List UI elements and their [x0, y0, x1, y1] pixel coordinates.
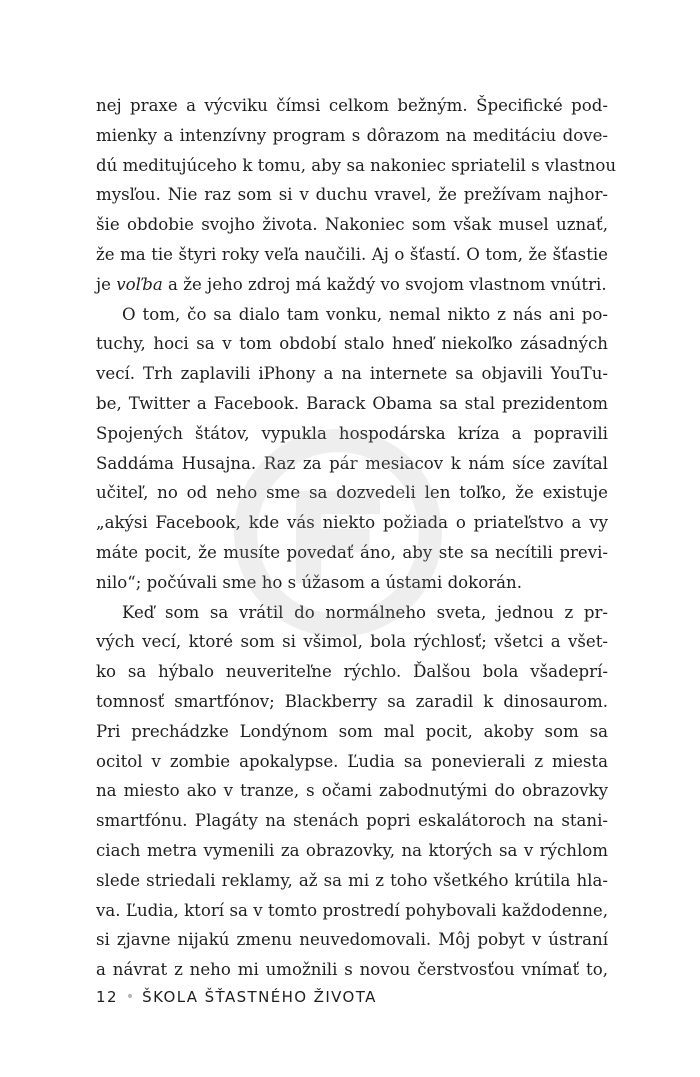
text-line: Keď som sa vrátil do normálneho sveta, jednou z pr-: [122, 602, 608, 622]
text-line: „akýsi Facebook, kde vás niekto požiada o priateľstvo a vy: [96, 513, 608, 533]
text-line: a návrat z neho mi umožnili s novou čerstvosťou vnímať to,: [96, 960, 608, 980]
text-line: že ma tie štyri roky veľa naučili. Aj o šťastí. O tom, že šťastie: [96, 244, 608, 264]
text-line: tuchy, hoci sa v tom období stalo hneď niekoľko zásadných: [96, 334, 608, 354]
text-line: mienky a intenzívny program s dôrazom na meditáciu dove-: [96, 125, 608, 145]
text-line: be, Twitter a Facebook. Barack Obama sa stal prezidentom: [96, 393, 608, 413]
text-line: nej praxe a výcviku čímsi celkom bežným. Špecifické pod-: [96, 96, 608, 115]
text-line: vecí. Trh zaplavili iPhony a na internete sa objavili YouTu-: [96, 364, 608, 384]
text-line: dú meditujúceho k tomu, aby sa nakoniec spriatelil s vlastnou: [96, 155, 617, 175]
text-line: va. Ľudia, ktorí sa v tomto prostredí pohybovali každodenne,: [96, 900, 608, 920]
text-line: Pri prechádzke Londýnom som mal pocit, akoby som sa: [96, 721, 608, 741]
text-line: mysľou. Nie raz som si v duchu vravel, že prežívam najhor-: [96, 185, 608, 205]
text-line: nilo“; počúvali sme ho s úžasom a ústami dokorán.: [96, 572, 523, 592]
text-line: je voľba a že jeho zdroj má každý vo svojom vlastnom vnútri.: [96, 274, 607, 294]
text-line: O tom, čo sa dialo tam vonku, nemal nikto z nás ani po-: [122, 304, 608, 324]
text-line: smartfónu. Plagáty na stenách popri eskalátoroch na stani-: [96, 811, 608, 831]
text-line: ko sa hýbalo neuveriteľne rýchlo. Ďalšou bola všadeprí-: [96, 662, 608, 682]
text-line: ciach metra vymenili za obrazovky, na ktorých sa v rýchlom: [96, 840, 608, 860]
text-line: slede striedali reklamy, až sa mi z toho všetkého krútila hla-: [96, 870, 608, 890]
page-footer: [96, 985, 377, 1009]
footer-separator: •: [125, 989, 135, 1005]
page-number: 12: [96, 988, 118, 1006]
body-text: [96, 91, 617, 985]
text-line: šie obdobie svojho života. Nakoniec som však musel uznať,: [96, 215, 608, 235]
text-line: tomnosť smartfónov; Blackberry sa zaradil k dinosaurom.: [96, 691, 608, 711]
text-line: máte pocit, že musíte povedať áno, aby ste sa necítili previ-: [96, 542, 608, 562]
text-line: Saddáma Husajna. Raz za pár mesiacov k nám síce zavítal: [96, 453, 608, 473]
text-line: Spojených štátov, vypukla hospodárska kríza a popravili: [96, 423, 608, 443]
running-title: ŠKOLA ŠŤASTNÉHO ŽIVOTA: [142, 988, 377, 1006]
text-line: vých vecí, ktoré som si všimol, bola rýchlosť; všetci a všet-: [96, 632, 608, 652]
text-line: na miesto ako v tranze, s očami zabodnutými do obrazovky: [96, 781, 608, 801]
text-line: si zjavne nijakú zmenu neuvedomovali. Môj pobyt v ústraní: [96, 930, 608, 950]
text-line: učiteľ, no od neho sme sa dozvedeli len toľko, že existuje: [96, 483, 608, 503]
text-line: ocitol v zombie apokalypse. Ľudia sa ponevierali z miesta: [96, 751, 608, 771]
